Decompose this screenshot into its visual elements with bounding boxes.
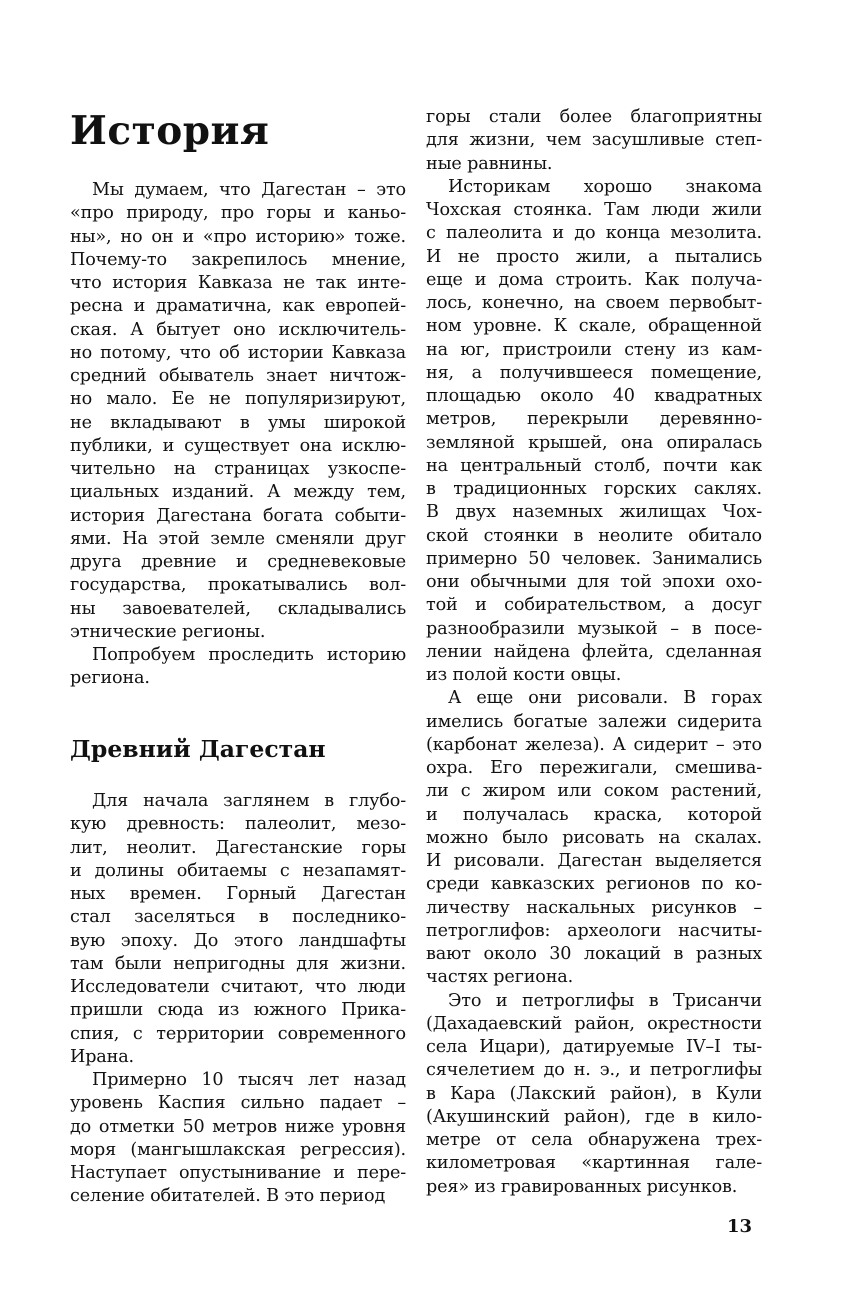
text-line: они обычными для той эпохи охо- bbox=[426, 572, 762, 592]
text-line: имелись богатые залежи сидерита bbox=[426, 711, 762, 732]
text-line: не вкладывают в умы широкой bbox=[70, 412, 406, 433]
text-line: села Ицари), датируемые IV–I ты- bbox=[426, 1037, 762, 1057]
text-line: ня, а получившееся помещение, bbox=[426, 362, 762, 383]
text-line: частях региона. bbox=[426, 967, 574, 988]
text-line: ны», но он и «про историю» тоже. bbox=[70, 226, 406, 247]
text-line: моря (мангышлакская регрессия). bbox=[70, 1139, 406, 1160]
text-line: на центральный столб, почти как bbox=[426, 455, 762, 476]
text-line: ли с жиром или соком растений, bbox=[426, 781, 762, 802]
text-line: ской стоянки в неолите обитало bbox=[426, 525, 762, 546]
text-line: средний обыватель знает ничтож- bbox=[70, 366, 406, 386]
text-line: но потому, что об истории Кавказа bbox=[70, 342, 406, 363]
text-line: Мы думаем, что Дагестан – это bbox=[92, 180, 406, 200]
text-line: друга древние и средневековые bbox=[70, 552, 406, 572]
text-line: для жизни, чем засушливые степ- bbox=[426, 130, 762, 151]
text-line: Ирана. bbox=[70, 1046, 135, 1067]
text-line: рея» из гравированных рисунков. bbox=[426, 1176, 738, 1197]
text-line: лось, конечно, на своем первобыт- bbox=[426, 293, 762, 313]
text-line: история Дагестана богата событи- bbox=[70, 505, 406, 526]
text-line: стал заселяться в последнико- bbox=[70, 907, 406, 928]
text-line: на юг, пристроили стену из кам- bbox=[426, 339, 762, 360]
text-line: среди кавказских регионов по ко- bbox=[426, 874, 762, 895]
text-line: ные равнины. bbox=[426, 153, 553, 174]
text-line: пришли сюда из южного Прика- bbox=[70, 1000, 406, 1021]
text-line: ных времен. Горный Дагестан bbox=[70, 884, 406, 904]
text-line: там были непригодны для жизни. bbox=[70, 953, 406, 974]
text-line: (карбонат железа). А сидерит – это bbox=[426, 734, 762, 755]
text-line: той и собирательством, а досуг bbox=[426, 595, 762, 616]
text-line: государства, прокатывались вол- bbox=[70, 575, 406, 596]
text-line: разнообразили музыкой – в посе- bbox=[426, 618, 762, 639]
text-line: вают около 30 локаций в разных bbox=[426, 944, 762, 964]
text-line: но мало. Ее не популяризируют, bbox=[70, 389, 406, 410]
text-line: Примерно 10 тысяч лет назад bbox=[92, 1070, 406, 1090]
text-line: личеству наскальных рисунков – bbox=[426, 897, 762, 918]
text-line: ресна и драматична, как европей- bbox=[70, 296, 406, 317]
text-line: ном уровне. К скале, обращенной bbox=[426, 316, 762, 337]
text-line: Это и петроглифы в Трисанчи bbox=[448, 990, 762, 1011]
text-line: региона. bbox=[70, 668, 150, 689]
text-line: Почему-то закрепилось мнение, bbox=[70, 249, 406, 270]
text-line: километровая «картинная гале- bbox=[426, 1153, 762, 1174]
text-line: И не просто жили, а пытались bbox=[426, 246, 762, 267]
text-line: можно было рисовать на скалах. bbox=[426, 827, 762, 848]
text-line: площадью около 40 квадратных bbox=[426, 386, 762, 406]
text-line: еще и дома строить. Как получа- bbox=[426, 269, 762, 290]
text-line: Исследователи считают, что люди bbox=[70, 977, 406, 997]
text-line: лит, неолит. Дагестанские горы bbox=[70, 837, 406, 858]
text-line: селение обитателей. В это период bbox=[70, 1186, 386, 1207]
text-line: в традиционных горских саклях. bbox=[426, 479, 762, 499]
text-line: из полой кости овцы. bbox=[426, 665, 622, 685]
text-line: метре от села обнаружена трех- bbox=[426, 1130, 762, 1150]
text-line: и долины обитаемы с незапамят- bbox=[70, 860, 406, 881]
page-title: История bbox=[70, 108, 270, 154]
text-line: до отметки 50 метров ниже уровня bbox=[70, 1116, 406, 1137]
text-line: вую эпоху. До этого ландшафты bbox=[70, 930, 406, 951]
text-line: Чохская стоянка. Там люди жили bbox=[426, 200, 762, 220]
text-line: что история Кавказа не так инте- bbox=[70, 273, 406, 293]
text-line: примерно 50 человек. Занимались bbox=[426, 548, 762, 569]
text-line: чительно на страницах узкоспе- bbox=[70, 459, 406, 479]
page-number: 13 bbox=[727, 1216, 753, 1237]
text-line: петроглифов: археологи насчиты- bbox=[426, 920, 762, 941]
text-line: А еще они рисовали. В горах bbox=[448, 688, 762, 709]
text-line: Попробуем проследить историю bbox=[92, 645, 406, 665]
text-line: в Кара (Лакский район), в Кули bbox=[426, 1083, 762, 1104]
text-line: метров, перекрыли деревянно- bbox=[426, 409, 762, 430]
text-line: Историкам хорошо знакома bbox=[448, 176, 762, 197]
text-line: (Дахадаевский район, окрестности bbox=[426, 1013, 762, 1034]
text-line: этнические регионы. bbox=[70, 621, 266, 642]
text-line: ны завоевателей, складывались bbox=[70, 598, 406, 619]
text-line: В двух наземных жилищах Чох- bbox=[426, 502, 762, 523]
text-line: циальных изданий. А между тем, bbox=[70, 482, 406, 503]
text-line: лении найдена флейта, сделанная bbox=[426, 641, 762, 662]
text-line: земляной крышей, она опиралась bbox=[426, 432, 762, 453]
text-line: Для начала заглянем в глубо- bbox=[92, 791, 406, 811]
text-line: «про природу, про горы и каньо- bbox=[70, 203, 406, 224]
text-line: сячелетием до н. э., и петроглифы bbox=[426, 1060, 762, 1081]
text-line: публики, и существует она исклю- bbox=[70, 435, 406, 456]
text-line: И рисовали. Дагестан выделяется bbox=[426, 851, 762, 871]
text-line: спия, с территории современного bbox=[70, 1023, 406, 1044]
text-line: горы стали более благоприятны bbox=[426, 107, 762, 127]
text-line: уровень Каспия сильно падает – bbox=[70, 1093, 406, 1114]
text-line: (Акушинский район), где в кило- bbox=[426, 1106, 762, 1127]
text-line: и получалась краска, которой bbox=[426, 804, 762, 825]
text-line: Наступает опустынивание и пере- bbox=[70, 1163, 406, 1183]
text-line: с палеолита и до конца мезолита. bbox=[426, 223, 762, 244]
text-line: ская. А бытует оно исключитель- bbox=[70, 319, 406, 340]
text-line: охра. Его пережигали, смешива- bbox=[426, 758, 762, 778]
text-line: кую древность: палеолит, мезо- bbox=[70, 814, 406, 835]
text-line: ями. На этой земле сменяли друг bbox=[70, 528, 406, 549]
section-title: Древний Дагестан bbox=[70, 735, 326, 763]
